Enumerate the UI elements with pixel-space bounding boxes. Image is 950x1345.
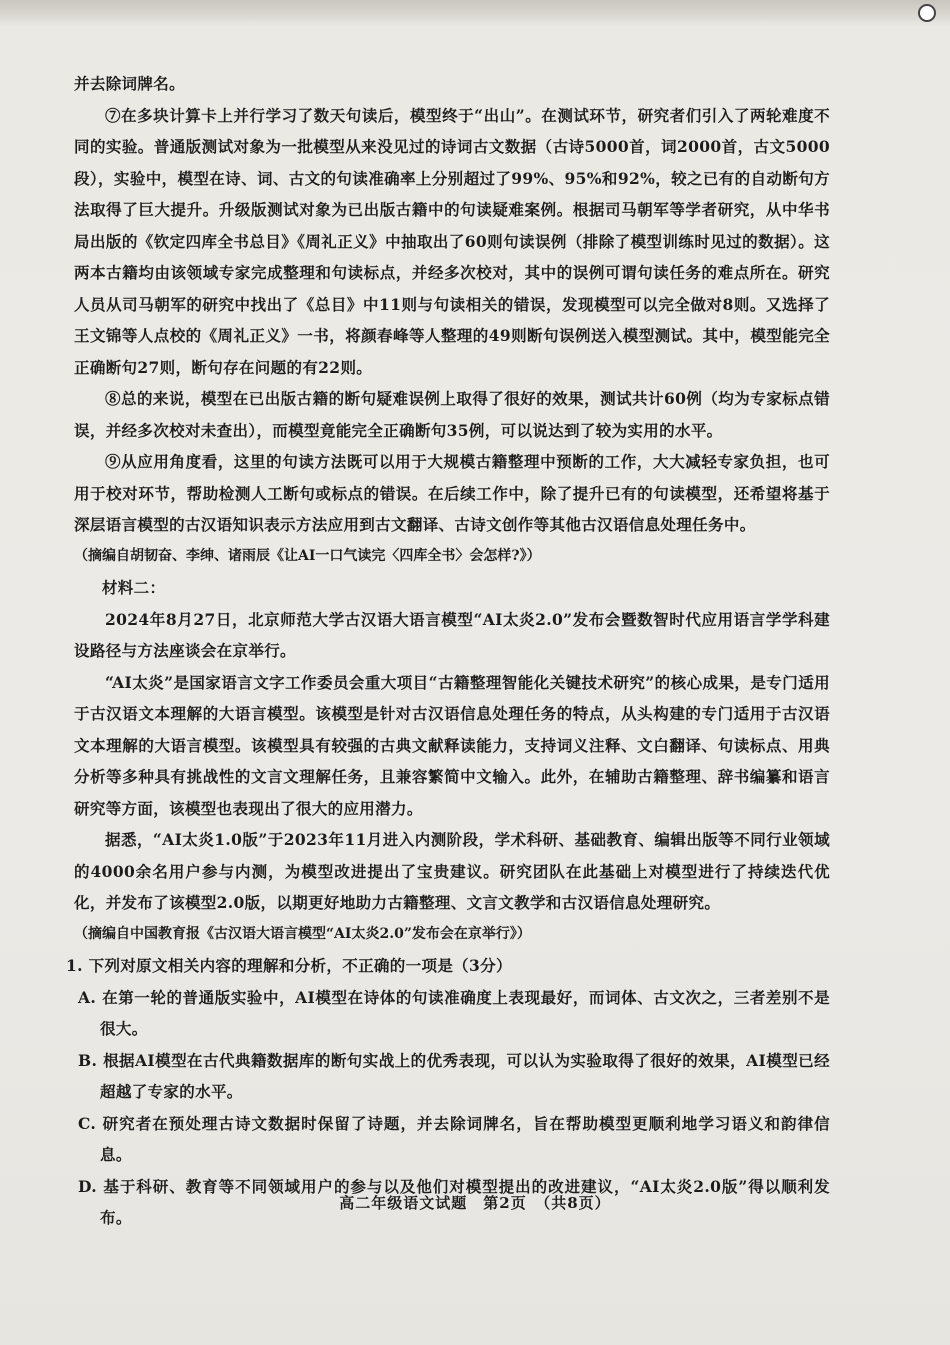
option-d: D. 基于科研、教育等不同领域用户的参与以及他们对模型提出的改进建议，“AI太炎2.0版”得以顺利发布。 bbox=[78, 1176, 830, 1227]
material-2-paragraph-1: 2024年8月27日，北京师范大学古汉语大语言模型“AI太炎2.0”发布会暨数智时代应用语言学学科建设路径与方法座谈会在京举行。 bbox=[74, 609, 830, 660]
scan-shadow bbox=[0, 0, 950, 26]
option-a: A. 在第一轮的普通版实验中，AI模型在诗体的句读准确度上表现最好，而词体、古文次之，三者差别不是很大。 bbox=[78, 987, 830, 1038]
paragraph-8: ⑧总的来说，模型在已出版古籍的断句疑难误例上取得了很好的效果，测试共计60例（均为专家标点错误，并经多次校对未查出），而模型竟能完全正确断句35例，可以说达到了较为实用的水平。 bbox=[74, 389, 830, 440]
question-stem: 1. 下列对原文相关内容的理解和分析，不正确的一项是（3分） bbox=[66, 956, 512, 975]
paragraph-9: ⑨从应用角度看，这里的句读方法既可以用于大规模古籍整理中预断的工作，大大减轻专家负担，也可用于校对环节，帮助检测人工断句或标点的错误。在后续工作中，除了提升已有的句读模型，还希望将基于深层语言模型的古汉语知识表示方法应用到古文翻译、古诗文创作等其他古汉语信息处理任务中。 bbox=[74, 452, 830, 534]
page-footer: 高二年级语文试题 第2页 （共8页） bbox=[339, 1194, 611, 1212]
paragraph-7: ⑦在多块计算卡上并行学习了数天句读后，模型终于“出山”。在测试环节，研究者们引入了两轮难度不同的实验。普通版测试对象为一批模型从来没见过的诗词古文数据（古诗5000首，词2000首，古文5000段），实验中，模型在诗、词、古文的句读准确率上分别超过了99%、95%和92%，较之已有的自动断句方法取得了巨大提升。升级版测试对象为已出版古籍中的句读疑难案例。根据司马朝军等学者研究，从中华书局出版的《钦定四库全书总目》《周礼正义》中抽取出了60则句读误例（排除了模型训练时见过的数据）。这两本古籍均由该领域专家完成整理和句读标点，并经多次校对，其中的误例可谓句读任务的难点所在。研究人员从司马朝军的研究中找出了《总目》中11则与句读相关的错误，发现模型可以完全做对8则。又选择了王文锦等人点校的《周礼正义》一书，将颜春峰等人整理的49则断句误例送入模型测试。其中，模型能完全正确断句27则，断句存在问题的有22则。 bbox=[74, 105, 830, 377]
option-c: C. 研究者在预处理古诗文数据时保留了诗题，并去除词牌名，旨在帮助模型更顺利地学习语义和韵律信息。 bbox=[78, 1113, 830, 1164]
source-citation-1: （摘编自胡韧奋、李绅、诸雨辰《让AI一口气读完〈四库全书〉会怎样?》） bbox=[74, 547, 541, 564]
material-2-heading: 材料二： bbox=[101, 578, 166, 597]
option-b: B. 根据AI模型在古代典籍数据库的断句实战上的优秀表现，可以认为实验取得了很好的效果，AI模型已经超越了专家的水平。 bbox=[78, 1050, 830, 1101]
paragraph-continued: 并去除词牌名。 bbox=[74, 74, 185, 93]
material-2-paragraph-3: 据悉，“AI太炎1.0版”于2023年11月进入内测阶段，学术科研、基础教育、编辑出版等不同行业领域的4000余名用户参与内测，为模型改进提出了宝贵建议。研究团队在此基础上对模型进行了持续迭代优化，并发布了该模型2.0版，以期更好地助力古籍整理、文言文教学和古汉语信息处理研究。 bbox=[74, 830, 830, 912]
material-2-paragraph-2: “AI太炎”是国家语言文字工作委员会重大项目“古籍整理智能化关键技术研究”的核心成果，是专门适用于古汉语文本理解的大语言模型。该模型是针对古汉语信息处理任务的特点，从头构建的专门适用于古汉语文本理解的大语言模型。该模型具有较强的古典文献释读能力，支持词义注释、文白翻译、句读标点、用典分析等多种具有挑战性的文言文理解任务，且兼容繁简中文输入。此外，在辅助古籍整理、辞书编纂和语言研究等方面，该模型也表现出了很大的应用潜力。 bbox=[74, 672, 830, 818]
source-citation-2: （摘编自中国教育报《古汉语大语言模型“AI太炎2.0”发布会在京举行》） bbox=[74, 925, 531, 942]
scan-corner-mark bbox=[918, 4, 936, 22]
passage-content bbox=[66, 68, 830, 1234]
